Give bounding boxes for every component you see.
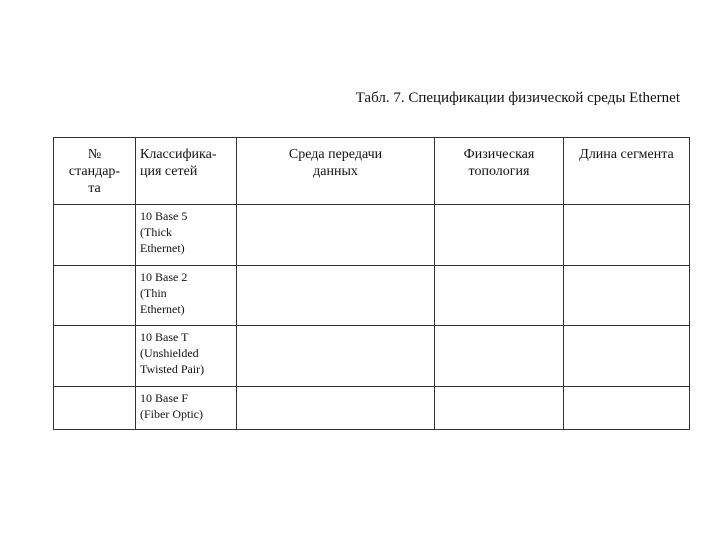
table-caption: Табл. 7. Спецификации физической среды Ethernet (355, 90, 680, 106)
cell-topology (435, 387, 564, 430)
cell-topology (435, 266, 564, 326)
header-segment-length: Длина сегмента (564, 138, 690, 205)
table-header-row (54, 138, 690, 205)
cell-topology (435, 205, 564, 266)
header-network-classification: Классифика- ция сетей (136, 138, 237, 205)
table-row (54, 326, 690, 387)
cell-standard (54, 326, 136, 387)
cell-medium (237, 205, 435, 266)
table-row (54, 205, 690, 266)
header-physical-topology: Физическая топология (435, 138, 564, 205)
ethernet-spec-table (53, 137, 690, 430)
header-standard-number: № стандар- та (54, 138, 136, 205)
cell-length (564, 266, 690, 326)
cell-length (564, 205, 690, 266)
cell-length (564, 326, 690, 387)
cell-standard (54, 266, 136, 326)
cell-medium (237, 266, 435, 326)
cell-standard (54, 387, 136, 430)
cell-classification: 10 Base T (Unshielded Twisted Pair) (136, 326, 237, 387)
table-row (54, 387, 690, 430)
cell-topology (435, 326, 564, 387)
header-transmission-medium: Среда передачи данных (237, 138, 435, 205)
cell-classification: 10 Base F (Fiber Optic) (136, 387, 237, 430)
cell-medium (237, 326, 435, 387)
cell-classification: 10 Base 2 (Thin Ethernet) (136, 266, 237, 326)
cell-medium (237, 387, 435, 430)
table-row (54, 266, 690, 326)
cell-classification: 10 Base 5 (Thick Ethernet) (136, 205, 237, 266)
cell-standard (54, 205, 136, 266)
cell-length (564, 387, 690, 430)
